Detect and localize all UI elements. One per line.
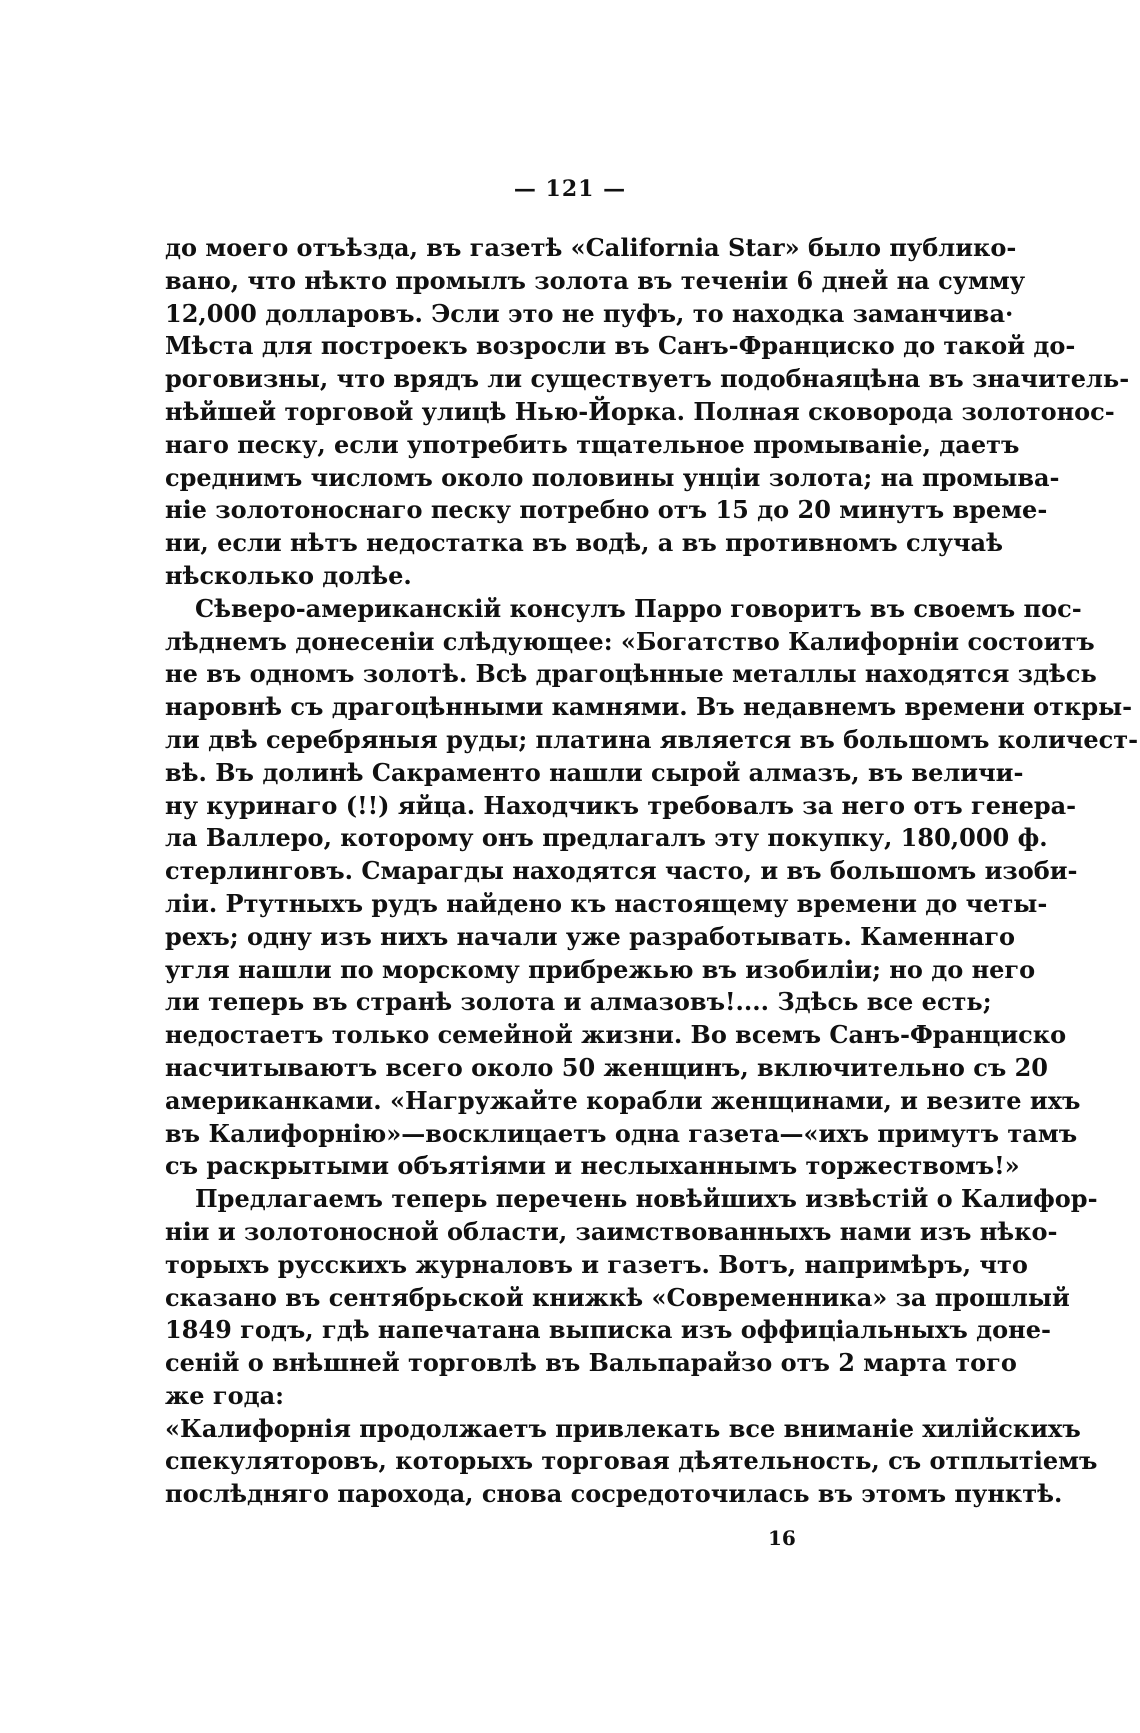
- text-line: ну куринаго (!!) яйца. Находчикъ требовалъ за него отъ генера-: [165, 790, 1077, 820]
- text-line: Предлагаемъ теперь перечень новѣйшихъ извѣстій о Калифор-: [195, 1184, 1098, 1214]
- text-line: нѣсколько долѣе.: [165, 560, 412, 590]
- text-line: среднимъ числомъ около половины унціи золота; на промыва-: [165, 462, 1060, 492]
- text-line: сказано въ сентябрьской книжкѣ «Современника» за прошлый: [165, 1282, 1070, 1312]
- text-line: послѣдняго парохода, снова сосредоточилась въ этомъ пунктѣ.: [165, 1479, 1063, 1509]
- text-line: стерлинговъ. Смарагды находятся часто, и въ большомъ изоби-: [165, 856, 1078, 886]
- text-line: ніе золотоноснаго песку потребно отъ 15 до 20 минутъ време-: [165, 495, 1048, 525]
- text-line: сеній о внѣшней торговлѣ въ Вальпарайзо отъ 2 марта того: [165, 1348, 1017, 1378]
- text-line: угля нашли по морскому прибрежью въ изобиліи; но до него: [165, 954, 1036, 984]
- text-line: наровнѣ съ драгоцѣнными камнями. Въ недавнемъ времени откры-: [165, 692, 1133, 722]
- text-line: съ раскрытыми объятіями и неслыханнымъ торжествомъ!»: [165, 1151, 1020, 1181]
- text-line: ла Валлеро, которому онъ предлагалъ эту покупку, 180,000 ф.: [165, 823, 1048, 853]
- text-line: недостаетъ только семейной жизни. Во всемъ Санъ-Франциско: [165, 1020, 1067, 1050]
- text-line: роговизны, что врядъ ли существуетъ подобнаяцѣна въ значитель-: [165, 364, 1130, 394]
- body-text: [165, 232, 1139, 1511]
- text-line: 1849 годъ, гдѣ напечатана выписка изъ оффиціальныхъ доне-: [165, 1315, 1051, 1345]
- text-line: торыхъ русскихъ журналовъ и газетъ. Вотъ, напримѣръ, что: [165, 1249, 1028, 1279]
- text-line: же года:: [165, 1380, 284, 1410]
- text-line: вано, что нѣкто промылъ золота въ теченіи 6 дней на сумму: [165, 265, 1026, 295]
- text-line: ли теперь въ странѣ золота и алмазовъ!.... Здѣсь все есть;: [165, 987, 992, 1017]
- page-number: — 121 —: [513, 176, 627, 202]
- text-line: въ Калифорнію»—восклицаетъ одна газета—«ихъ примутъ тамъ: [165, 1118, 1078, 1148]
- text-line: 12,000 долларовъ. Эсли это не пуфъ, то находка заманчива·: [165, 298, 1014, 328]
- text-line: рехъ; одну изъ нихъ начали уже разработывать. Каменнаго: [165, 921, 1016, 951]
- text-line: ли двѣ серебряныя руды; платина является въ большомъ количест-: [165, 724, 1139, 754]
- text-line: до моего отъѣзда, въ газетѣ «California Star» было публико-: [165, 233, 1017, 262]
- text-line: «Калифорнія продолжаетъ привлекать все вниманіе хилійскихъ: [165, 1413, 1081, 1443]
- text-line: наго песку, если употребить тщательное промываніе, даетъ: [165, 429, 1020, 459]
- text-line: спекуляторовъ, которыхъ торговая дѣятельность, съ отплытіемъ: [165, 1446, 1098, 1476]
- text-line: ни, если нѣтъ недостатка въ водѣ, а въ противномъ случаѣ: [165, 528, 1003, 558]
- signature-mark: 16: [768, 1526, 796, 1550]
- text-line: лѣднемъ донесеніи слѣдующее: «Богатство Калифорніи состоитъ: [165, 626, 1095, 656]
- text-line: вѣ. Въ долинѣ Сакраменто нашли сырой алмазъ, въ величи-: [165, 757, 1024, 787]
- text-line: Мѣста для построекъ возросли въ Санъ-Франциско до такой до-: [165, 331, 1076, 361]
- text-line: насчитываютъ всего около 50 женщинъ, включительно съ 20: [165, 1052, 1049, 1082]
- text-line: американками. «Нагружайте корабли женщинами, и везите ихъ: [165, 1085, 1081, 1115]
- text-line: ліи. Ртутныхъ рудъ найдено къ настоящему времени до четы-: [165, 888, 1048, 918]
- text-line: не въ одномъ золотѣ. Всѣ драгоцѣнные металлы находятся здѣсь: [165, 659, 1097, 689]
- text-line: Сѣверо-американскій консулъ Парро говоритъ въ своемъ пос-: [195, 593, 1082, 623]
- text-line: ніи и золотоносной области, заимствованныхъ нами изъ нѣко-: [165, 1216, 1058, 1246]
- text-line: нѣйшей торговой улицѣ Нью-Йорка. Полная сковорода золотонос-: [165, 396, 1115, 426]
